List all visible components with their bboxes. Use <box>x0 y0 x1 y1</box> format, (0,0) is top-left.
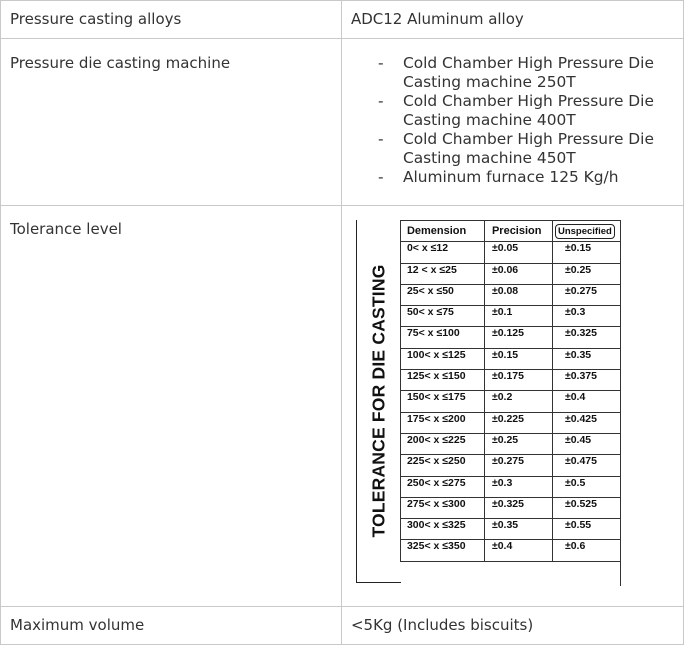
tolerance-body <box>400 242 620 561</box>
unspecified-badge: Unspecified <box>555 224 615 239</box>
unspecified-cell: ±0.375 <box>552 370 620 391</box>
dimension-cell: 125< x ≤150 <box>400 370 484 391</box>
precision-cell: ±0.4 <box>484 540 552 561</box>
tolerance-row <box>400 306 620 327</box>
dimension-cell: 275< x ≤300 <box>400 497 484 518</box>
machine-item-text: Cold Chamber High Pressure Die Casting machine 450T <box>402 130 654 167</box>
dimension-cell: 300< x ≤325 <box>400 519 484 540</box>
tolerance-row <box>400 370 620 391</box>
dimension-cell: 75< x ≤100 <box>400 327 484 348</box>
table-row <box>1 1 684 39</box>
precision-cell: ±0.05 <box>484 242 552 263</box>
unspecified-cell: ±0.425 <box>552 412 620 433</box>
tolerance-row <box>400 540 620 561</box>
dimension-cell: 100< x ≤125 <box>400 348 484 369</box>
tolerance-row <box>400 497 620 518</box>
bullet-dash: - <box>377 54 384 72</box>
tolerance-label: Tolerance level <box>1 206 342 607</box>
dimension-cell: 225< x ≤250 <box>400 455 484 476</box>
table-row <box>1 39 684 206</box>
precision-cell: ±0.175 <box>484 370 552 391</box>
table-row <box>1 206 684 607</box>
precision-cell: ±0.325 <box>484 497 552 518</box>
machine-label: Pressure die casting machine <box>1 39 342 206</box>
unspecified-cell: ±0.275 <box>552 284 620 305</box>
alloys-value: ADC12 Aluminum alloy <box>341 1 683 39</box>
tolerance-row <box>400 348 620 369</box>
bullet-dash: - <box>377 92 384 110</box>
machine-value-cell <box>341 39 683 206</box>
tolerance-row <box>400 455 620 476</box>
precision-cell: ±0.225 <box>484 412 552 433</box>
precision-cell: ±0.125 <box>484 327 552 348</box>
tolerance-side-title: TOLERANCE FOR DIE CASTING <box>368 264 389 538</box>
tolerance-row <box>400 433 620 454</box>
tolerance-right-border <box>620 220 621 586</box>
precision-cell: ±0.2 <box>484 391 552 412</box>
unspecified-cell: ±0.3 <box>552 306 620 327</box>
list-item <box>351 54 674 92</box>
dimension-cell: 25< x ≤50 <box>400 284 484 305</box>
dimension-cell: 150< x ≤175 <box>400 391 484 412</box>
volume-label: Maximum volume <box>1 607 342 645</box>
unspecified-cell: ±0.525 <box>552 497 620 518</box>
tolerance-row <box>400 476 620 497</box>
tolerance-row <box>400 242 620 263</box>
unspecified-cell: ±0.6 <box>552 540 620 561</box>
dimension-cell: 200< x ≤225 <box>400 433 484 454</box>
unspecified-cell: ±0.15 <box>552 242 620 263</box>
precision-cell: ±0.35 <box>484 519 552 540</box>
dimension-cell: 50< x ≤75 <box>400 306 484 327</box>
unspecified-cell: ±0.45 <box>552 433 620 454</box>
tolerance-row <box>400 519 620 540</box>
machine-list <box>351 54 674 187</box>
precision-cell: ±0.1 <box>484 306 552 327</box>
tolerance-row <box>400 327 620 348</box>
unspecified-cell: ±0.5 <box>552 476 620 497</box>
precision-cell: ±0.3 <box>484 476 552 497</box>
list-item <box>351 92 674 130</box>
machine-item-text: Cold Chamber High Pressure Die Casting machine 400T <box>402 92 654 129</box>
header-precision: Precision <box>484 221 552 242</box>
unspecified-cell: ±0.325 <box>552 327 620 348</box>
tolerance-row <box>400 412 620 433</box>
tolerance-header-row <box>400 221 620 242</box>
tolerance-side-panel <box>356 220 401 583</box>
volume-value: <5Kg (Includes biscuits) <box>341 607 683 645</box>
machine-item-text: Cold Chamber High Pressure Die Casting machine 250T <box>402 54 654 91</box>
unspecified-cell: ±0.4 <box>552 391 620 412</box>
precision-cell: ±0.15 <box>484 348 552 369</box>
unspecified-cell: ±0.55 <box>552 519 620 540</box>
precision-cell: ±0.08 <box>484 284 552 305</box>
list-item <box>351 168 674 187</box>
header-unspecified <box>552 221 620 242</box>
dimension-cell: 250< x ≤275 <box>400 476 484 497</box>
alloys-label: Pressure casting alloys <box>1 1 342 39</box>
tolerance-table <box>400 220 621 562</box>
precision-cell: ±0.275 <box>484 455 552 476</box>
tolerance-value-cell <box>341 206 683 607</box>
tolerance-row <box>400 391 620 412</box>
precision-cell: ±0.25 <box>484 433 552 454</box>
table-row <box>1 607 684 645</box>
header-dimension: Demension <box>400 221 484 242</box>
list-item <box>351 130 674 168</box>
dimension-cell: 12 < x ≤25 <box>400 263 484 284</box>
dimension-cell: 175< x ≤200 <box>400 412 484 433</box>
unspecified-cell: ±0.35 <box>552 348 620 369</box>
precision-cell: ±0.06 <box>484 263 552 284</box>
unspecified-cell: ±0.475 <box>552 455 620 476</box>
dimension-cell: 325< x ≤350 <box>400 540 484 561</box>
tolerance-row <box>400 263 620 284</box>
bullet-dash: - <box>377 130 384 148</box>
tolerance-row <box>400 284 620 305</box>
tolerance-image <box>356 220 626 588</box>
dimension-cell: 0< x ≤12 <box>400 242 484 263</box>
unspecified-cell: ±0.25 <box>552 263 620 284</box>
machine-item-text: Aluminum furnace 125 Kg/h <box>402 168 619 186</box>
bullet-dash: - <box>377 168 384 186</box>
